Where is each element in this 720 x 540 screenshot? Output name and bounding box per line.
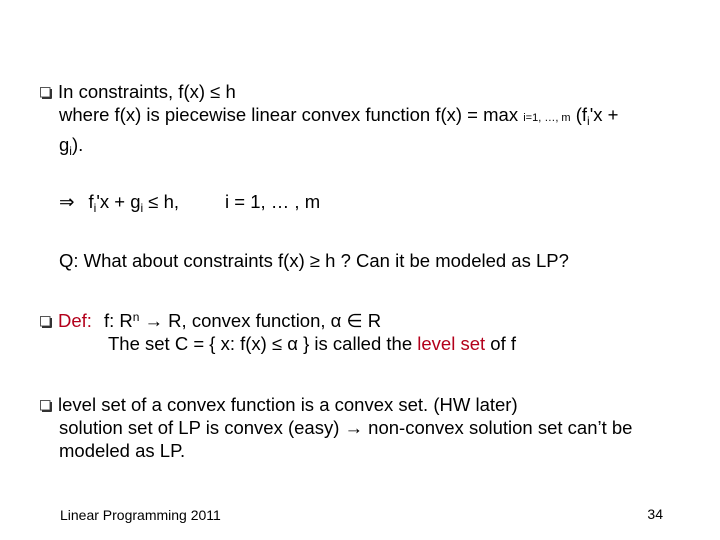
level-set-block [40,393,696,462]
checkbox-bullet-icon [40,400,52,412]
constraint-line-1 [40,80,696,103]
level-set-line-2: solution set of LP is convex (easy) → non-convex solution set can’t be [59,417,633,438]
constraint-bullet-block [40,80,696,163]
definition-block [40,306,696,355]
def-set-text: The set C = { x: f(x) ≤ α } is called the [108,333,418,354]
gi-text: g [59,134,70,155]
piecewise-text: where f(x) is piecewise linear convex function f(x) = max [59,104,524,125]
constraint-line-2 [40,103,696,133]
level-set-line-1 [40,393,696,416]
leq-symbol: ≤ [210,81,221,102]
constraint-text: In constraints, f(x) [58,81,211,102]
constraint-rhs: h [220,81,236,102]
max-range: i=1, …, m [523,112,571,124]
def-function: f: R [103,310,133,331]
implication-line [40,190,696,220]
question-line [40,249,696,272]
level-set-text: level set of a convex function is a convex set. (HW later) [58,394,518,415]
footer-course: Linear Programming 2011 [60,507,221,523]
def-n-superscript: n [132,310,140,324]
impl-f: f [88,191,94,212]
impl-mid: 'x + g [96,191,141,212]
page-number: 34 [647,506,663,522]
checkbox-bullet-icon [40,316,52,328]
definition-line-2 [40,332,696,355]
impl-g-sub: i [140,201,144,215]
fi-open: (f [570,104,588,125]
def-label: Def: [58,310,92,331]
definition-line-1 [40,306,696,332]
checkbox-bullet-icon [40,87,52,99]
gi-close: ). [71,134,84,155]
level-set-line-3: modeled as LP. [59,440,186,461]
impl-range: i = 1, … , m [225,191,321,212]
impl-f-sub: i [93,201,97,215]
implies-arrow: ⇒ [59,191,75,212]
def-function-tail: → R, convex function, α ∈ R [139,310,382,331]
gi-subscript: i [69,144,72,158]
def-set-tail: of f [485,333,516,354]
constraint-line-3 [40,133,696,163]
fi-tail: 'x + [589,104,619,125]
fi-subscript: i [587,114,590,128]
level-set-term: level set [417,333,486,354]
impl-end: ≤ h, [143,191,180,212]
question-text: Q: What about constraints f(x) ≥ h ? Can it be modeled as LP? [59,250,569,271]
